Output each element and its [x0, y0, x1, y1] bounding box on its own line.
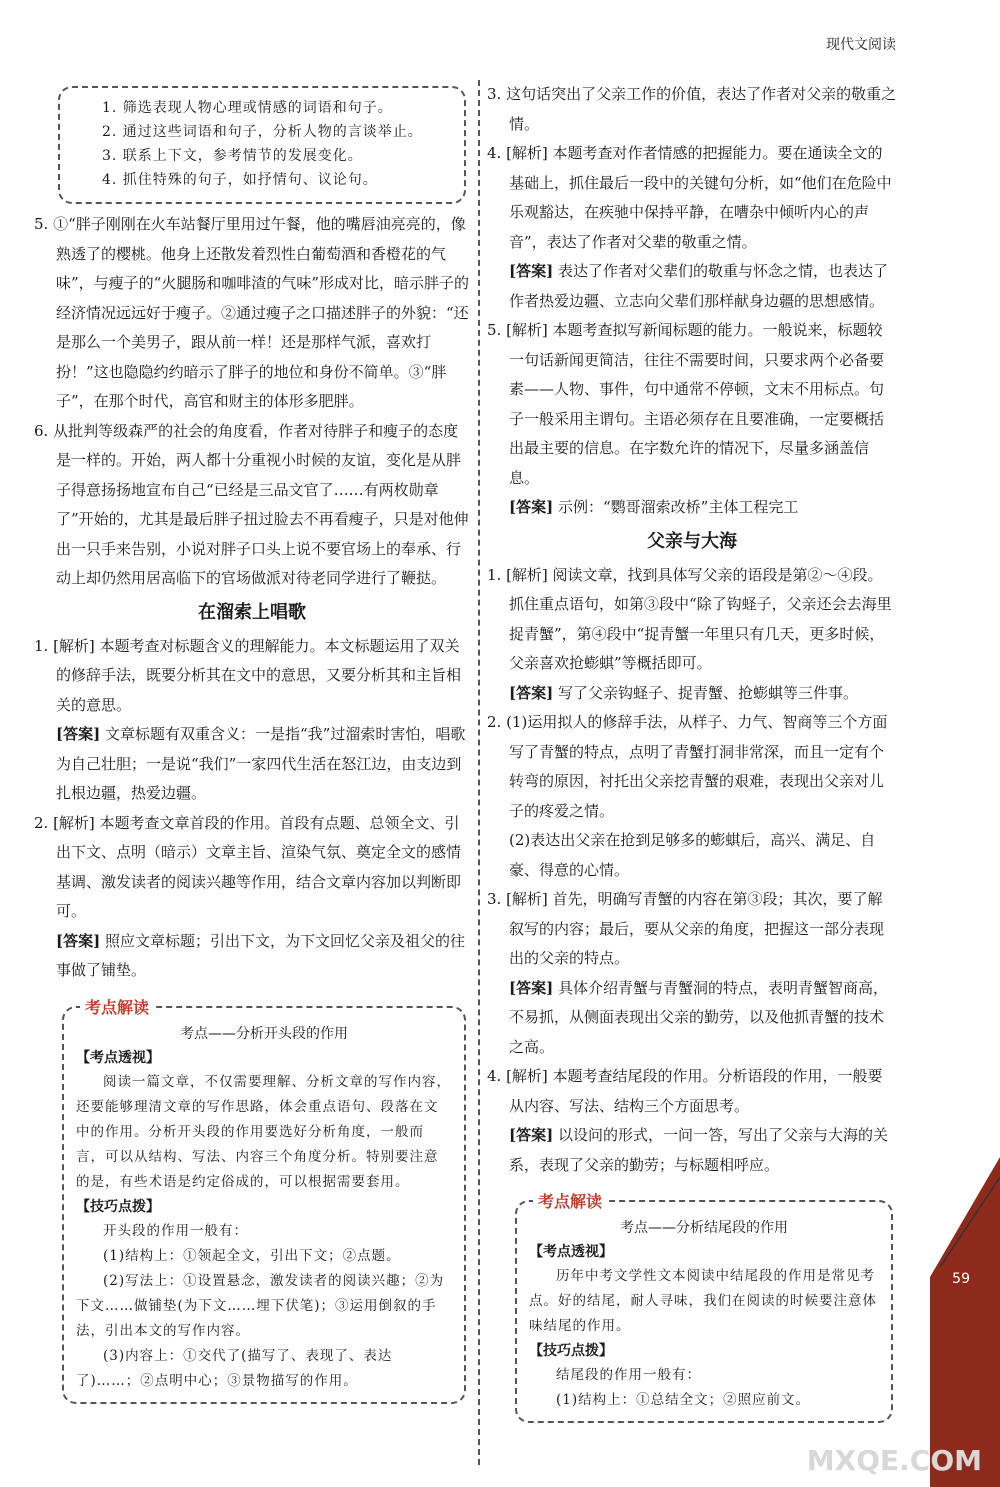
answer-text: 照应文章标题；引出下文，为下文回忆父亲及祖父的往事做了铺垫。	[56, 931, 465, 979]
key-point-title: 考点——分析结尾段的作用	[620, 1220, 788, 1236]
key-point-label: 考点解读	[533, 1189, 607, 1212]
answer-text: 写了父亲钩蛏子、捉青蟹、抢蟛蜞等三件事。	[557, 683, 858, 702]
watermark: MXQE.COM	[806, 1444, 982, 1477]
s1-answer	[34, 720, 470, 809]
answer-6: 6. 从批判等级森严的社会的角度看，作者对待胖子和瘦子的态度是一样的。开始，两人都十分重视小时候的友谊，变化是从胖子得意扬扬地宣布自己“已经是三品文官了……有两枚勋章了”开始的，尤其是最后胖子扭过脸去不再看瘦子，只是对他伸出一只手来告别，小说对胖子口头上说不要官场上的奉承、行动上却仍然用居高临下的官场做派对待老同学进行了鞭挞。	[34, 421, 469, 587]
r1-analysis: 1. [解析] 阅读文章，找到具体写父亲的语段是第②～④段。抓住重点语句，如第③段中“除了钩蛏子，父亲还会去海里捉青蟹”，第④段中“捉青蟹一年里只有几天，更多时候，父亲喜欢抢蟛蜞”等概括即可。	[487, 565, 892, 672]
answer-5: 5. ①“胖子刚刚在火车站餐厅里用过午餐，他的嘴唇油亮亮的，像熟透了的樱桃。他身上还散发着烈性白葡萄酒和香橙花的气味”，与瘦子的“火腿肠和咖啡渣的气味”形成对比，暗示胖子的经济情况远远好于瘦子。②通过瘦子之口描述胖子的外貌：“还是那么一个美男子，跟从前一样！还是那样气派，喜欢打扮！”这也隐隐约约暗示了胖子的地位和身份不简单。③“胖子”，在那个时代，高官和财主的体形多肥胖。	[34, 215, 470, 410]
answer-tag: [答案]	[509, 1126, 554, 1144]
answer-text: 表达了作者对父辈们的敬重与怀念之情，也表达了作者热爱边疆、立志向父辈们那样献身边疆的思想感情。	[509, 262, 888, 310]
corner-decoration	[930, 1157, 1000, 1487]
s1-analysis: 1. [解析] 本题考查对标题含义的理解能力。本文标题运用了双关的修辞手法，既要分析其在文中的意思，又要分析其和主旨相关的意思。	[34, 636, 462, 714]
key-point-line: 开头段的作用一般有：	[103, 1222, 248, 1239]
q5-answer	[487, 493, 897, 523]
left-column	[34, 80, 470, 1404]
r3-analysis: 3. [解析] 首先，明确写青蟹的内容在第③段；其次，要了解叙写的内容；最后，要从父亲的角度，把握这一部分表现出的父亲的特点。	[487, 890, 885, 967]
key-point-subheading: 【技巧点拨】	[76, 1198, 160, 1215]
tip-item: 1. 筛选表现人物心理或情感的词语和句子。	[102, 100, 393, 116]
r2-answer-b: (2)表达出父亲在抢到足够多的蟛蜞后，高兴、满足、自豪、得意的心情。	[509, 831, 876, 879]
key-point-line: (3)内容上：①交代了(描写了、表现了、表达了)……；②点明中心；③景物描写的作用。	[76, 1347, 393, 1389]
key-point-subheading: 【考点透视】	[529, 1244, 613, 1260]
answer-tag: [答案]	[56, 931, 101, 950]
r3-answer	[487, 974, 897, 1063]
answer-text: 示例：“鹦哥溜索改桥”主体工程完工	[557, 498, 799, 516]
key-point-subheading: 【考点透视】	[76, 1049, 160, 1066]
key-point-box-opening	[62, 997, 466, 1404]
key-point-title: 考点——分析开头段的作用	[180, 1025, 348, 1042]
answer-text: 以设问的形式，一问一答，写出了父亲与大海的关系，表现了父亲的勤劳；与标题相呼应。	[509, 1126, 888, 1174]
r4-analysis: 4. [解析] 本题考查结尾段的作用。分析语段的作用，一般要从内容、写法、结构三个方面思考。	[487, 1067, 883, 1115]
running-header: 现代文阅读	[826, 37, 896, 53]
key-point-line: (1)结构上：①总结全文；②照应前文。	[556, 1392, 811, 1408]
answer-text: 文章标题有双重含义：一是指“我”过溜索时害怕，唱歌为自己壮胆；一是说“我们”一家四代生活在怒江边，由支边到扎根边疆，热爱边疆。	[56, 725, 466, 802]
q4-analysis: 4. [解析] 本题考查对作者情感的把握能力。要在通读全文的基础上，抓住最后一段中的关键句分析，如“他们在危险中乐观豁达，在疾驰中保持平静，在嘈杂中倾听内心的声音”，表达了作者对父辈的敬重之情。	[487, 144, 892, 251]
section-title-liusuo: 在溜索上唱歌	[198, 601, 306, 623]
tip-item: 4. 抓住特殊的句子，如抒情句、议论句。	[102, 172, 378, 188]
s2-answer	[34, 927, 470, 986]
key-point-line: (2)写法上：①设置悬念，激发读者的阅读兴趣；②为下文……做铺垫(为下文……埋下伏笔)；③运用倒叙的手法，引出本文的写作内容。	[76, 1272, 445, 1339]
q4-answer	[487, 257, 897, 316]
tip-item: 2. 通过这些词语和句子，分析人物的言谈举止。	[102, 124, 423, 140]
answer-text: 具体介绍青蟹与青蟹洞的特点，表明青蟹智商高，不易抓，从侧面表现出父亲的勤劳，以及他抓青蟹的技术之高。	[509, 978, 888, 1056]
tips-box	[58, 86, 466, 204]
key-point-text: 历年中考文学性文本阅读中结尾段的作用是常见考点。好的结尾，耐人寻味，我们在阅读的时候要注意体味结尾的作用。	[529, 1268, 877, 1334]
answer-tag: [答案]	[509, 978, 554, 997]
key-point-text: 阅读一篇文章，不仅需要理解、分析文章的写作内容，还要能够理清文章的写作思路，体会重点语句、段落在文中的作用。分析开头段的作用要选好分析角度，一般而言，可以从结构、写法、内容三个角度分析。特别要注意的是，有些术语是约定俗成的，可以根据需要套用。	[76, 1073, 451, 1190]
column-divider	[478, 80, 480, 1465]
key-point-line: (1)结构上：①领起全文，引出下文；②点题。	[103, 1247, 401, 1264]
key-point-label: 考点解读	[80, 995, 154, 1018]
right-column	[487, 80, 897, 1423]
answer-3: 3. 这句话突出了父亲工作的价值，表达了作者对父亲的敬重之情。	[487, 85, 897, 133]
q5-analysis: 5. [解析] 本题考查拟写新闻标题的能力。一般说来，标题较一句话新闻更简洁，往往不需要时间，只要求两个必备要素——人物、事件，句中通常不停顿，文末不用标点。句子一般采用主谓句。主语必须存在且要准确，一定要概括出最主要的信息。在字数允许的情况下，尽量多涵盖信息。	[487, 321, 885, 487]
r4-answer	[487, 1121, 897, 1180]
r2-answer-a: 2. (1)运用拟人的修辞手法，从样子、力气、智商等三个方面写了青蟹的特点，点明了青蟹打洞非常深，而且一定有个转弯的原因，衬托出父亲挖青蟹的艰难，表现出父亲对儿子的疼爱之情。	[487, 713, 888, 820]
page-number: 59	[952, 1271, 970, 1287]
s2-analysis: 2. [解析] 本题考查文章首段的作用。首段有点题、总领全文、引出下文、点明（暗示）文章主旨、渲染气氛、奠定全文的感情基调、激发读者的阅读兴趣等作用，结合文章内容加以判断即可。	[34, 813, 462, 920]
section-title-father-sea: 父亲与大海	[647, 530, 737, 552]
answer-tag: [答案]	[509, 262, 554, 280]
answer-tag: [答案]	[509, 683, 554, 702]
answer-tag: [答案]	[509, 498, 554, 516]
key-point-line: 结尾段的作用一般有：	[556, 1367, 701, 1383]
key-point-box-ending	[515, 1192, 893, 1423]
r1-answer	[487, 679, 897, 709]
answer-tag: [答案]	[56, 725, 101, 743]
key-point-subheading: 【技巧点拨】	[529, 1343, 613, 1359]
tip-item: 3. 联系上下文，参考情节的发展变化。	[102, 148, 363, 164]
